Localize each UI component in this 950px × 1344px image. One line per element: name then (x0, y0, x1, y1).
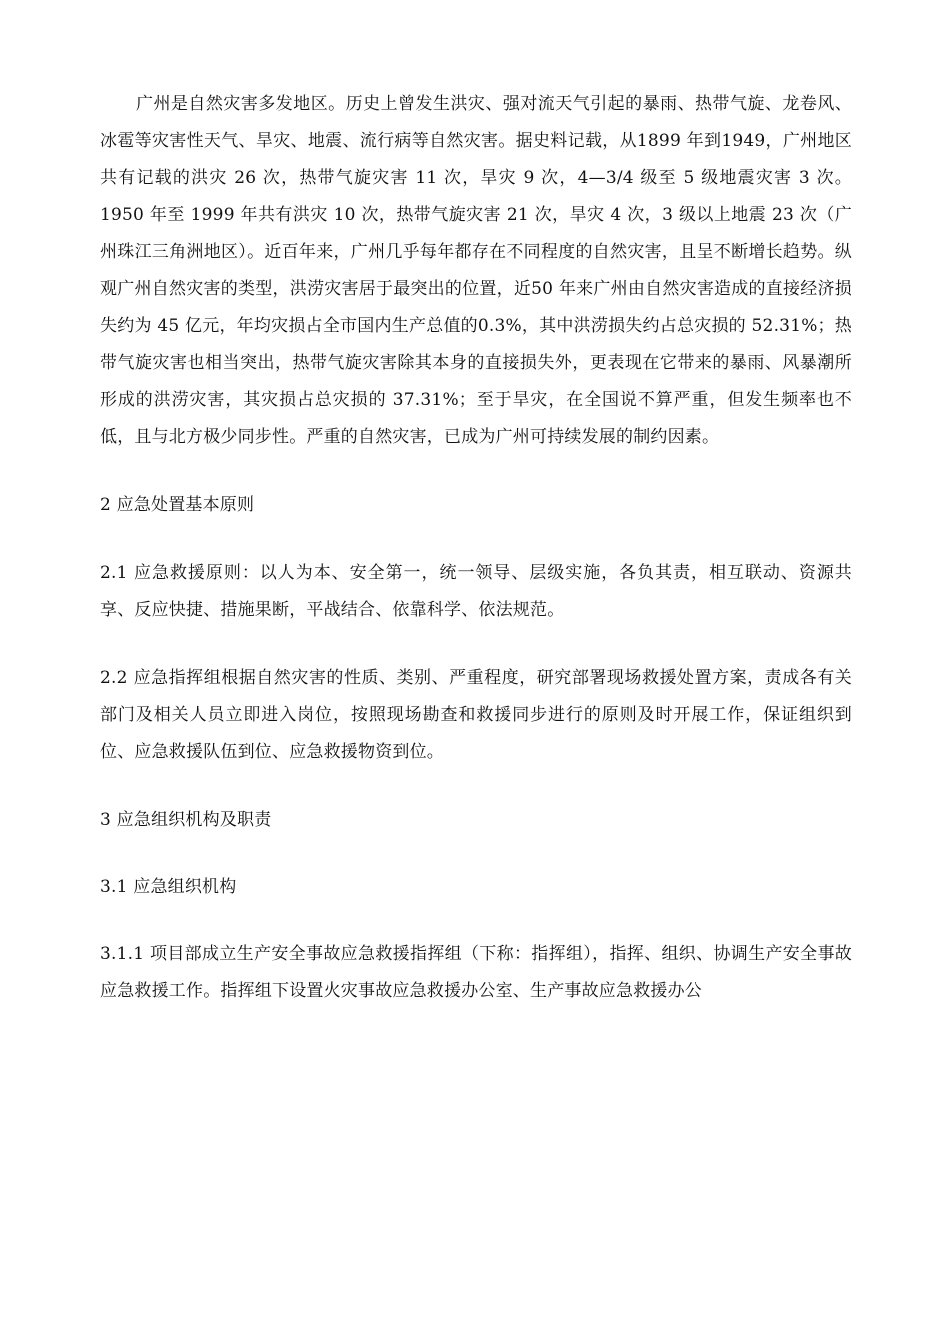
paragraph-3-1-1: 3.1.1 项目部成立生产安全事故应急救援指挥组（下称：指挥组），指挥、组织、协调生产安全事故应急救援工作。指挥组下设置火灾事故应急救援办公室、生产事故应急救援办公 (100, 944, 852, 1001)
document-page (100, 86, 852, 1010)
intro-paragraph: 广州是自然灾害多发地区。历史上曾发生洪灾、强对流天气引起的暴雨、热带气旋、龙卷风、冰雹等灾害性天气、旱灾、地震、流行病等自然灾害。据史料记载，从1899 年到1949，广州地区共有记载的洪灾 26 次，热带气旋灾害 11 次，旱灾 9 次，4—3/4 级至 5 级地震灾害 3 次。1950 年至 1999 年共有洪灾 10 次，热带气旋灾害 21 次，旱灾 4 次，3 级以上地震 23 次（广州珠江三角洲地区）。近百年来，广州几乎每年都存在不同程度的自然灾害，且呈不断增长趋势。纵观广州自然灾害的类型，洪涝灾害居于最突出的位置，近50 年来广州由自然灾害造成的直接经济损失约为 45 亿元，年均灾损占全市国内生产总值的0.3%，其中洪涝损失约占总灾损的 52.31%；热带气旋灾害也相当突出，热带气旋灾害除其本身的直接损失外，更表现在它带来的暴雨、风暴潮所形成的洪涝灾害，其灾损占总灾损的 37.31%；至于旱灾，在全国说不算严重，但发生频率也不低，且与北方极少同步性。严重的自然灾害，已成为广州可持续发展的制约因素。 (100, 94, 852, 447)
paragraph-2-1: 2.1 应急救援原则：以人为本、安全第一，统一领导、层级实施，各负其责，相互联动、资源共享、反应快捷、措施果断，平战结合、依靠科学、依法规范。 (100, 563, 852, 620)
section-3-1-heading: 3.1 应急组织机构 (100, 877, 237, 897)
section-2-heading: 2 应急处置基本原则 (100, 495, 255, 515)
paragraph-2-2: 2.2 应急指挥组根据自然灾害的性质、类别、严重程度，研究部署现场救援处置方案，责成各有关部门及相关人员立即进入岗位，按照现场勘查和救援同步进行的原则及时开展工作，保证组织到位、应急救援队伍到位、应急救援物资到位。 (100, 668, 852, 762)
section-3-heading: 3 应急组织机构及职责 (100, 810, 272, 830)
